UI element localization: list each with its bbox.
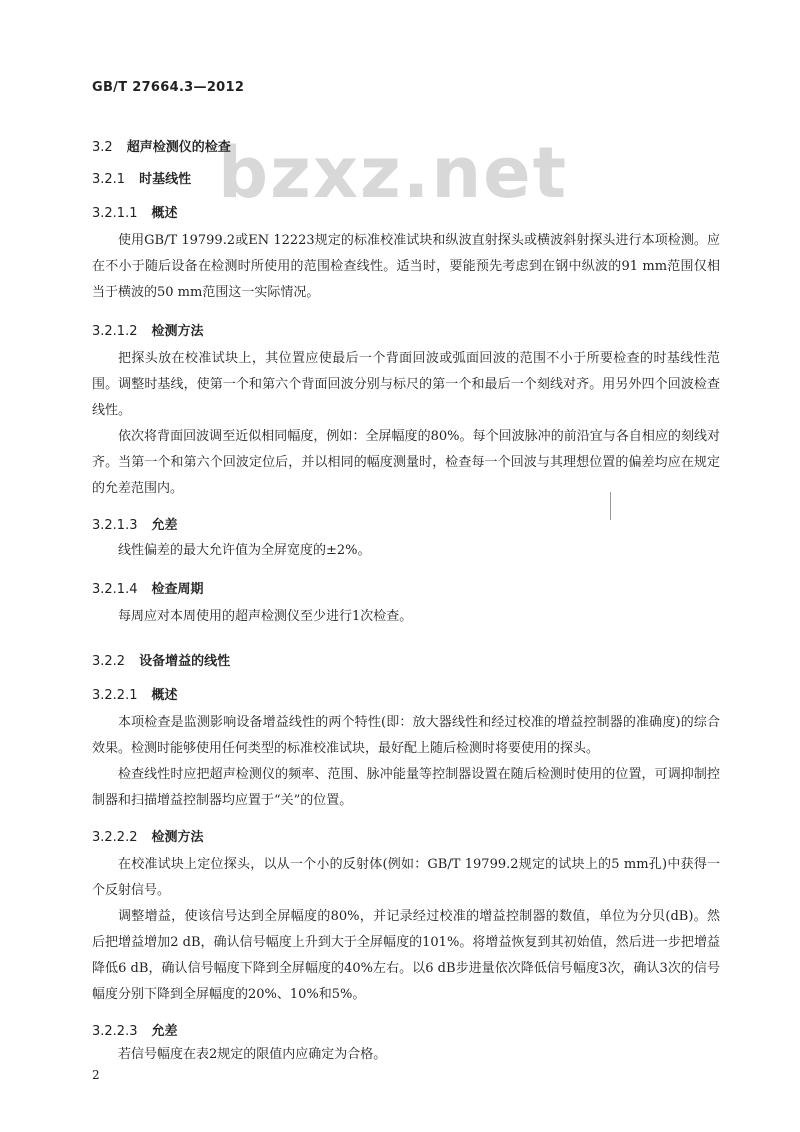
section-title: 概述 — [151, 206, 178, 221]
section-number: 3.2.1.2 — [92, 324, 138, 339]
section-title: 时基线性 — [139, 172, 192, 187]
section-heading-3-2-1-1 — [92, 202, 178, 221]
scan-mark — [610, 492, 611, 520]
paragraph-5: 每周应对本周使用的超声检测仪至少进行1次检查。 — [118, 609, 413, 624]
paragraph-3: 依次将背面回波调至近似相同幅度，例如：全屏幅度的80%。每个回波脉冲的前沿宜与各自相应的刻线对齐。当第一个和第六个回波定位后，并以相同的幅度测量时，检查每一个回波与其理想位置的偏差均应在规定的允差范围内。 — [92, 429, 720, 496]
section-heading-3-2-1 — [92, 168, 191, 187]
section-title: 设备增益的线性 — [139, 654, 231, 669]
section-number: 3.2.2.3 — [92, 1024, 138, 1039]
section-title: 检测方法 — [151, 324, 204, 339]
standard-number: GB/T 27664.3—2012 — [92, 80, 245, 95]
section-title: 检测方法 — [151, 830, 204, 845]
paragraph-6: 本项检查是监测影响设备增益线性的两个特性(即：放大器线性和经过校准的增益控制器的准确度)的综合效果。检测时能够使用任何类型的标准校准试块，最好配上随后检测时将要使用的探头。 — [92, 715, 720, 756]
section-number: 3.2.1.3 — [92, 518, 138, 533]
watermark-text: bzxz.net — [218, 132, 569, 214]
section-heading-3-2-2-2 — [92, 826, 204, 845]
section-title: 超声检测仪的检查 — [126, 140, 231, 155]
section-number: 3.2.1.1 — [92, 206, 138, 221]
section-heading-3-2 — [92, 136, 231, 155]
page-number: 2 — [92, 1068, 100, 1082]
section-number: 3.2 — [92, 140, 113, 155]
section-number: 3.2.2.1 — [92, 688, 138, 703]
section-title: 概述 — [151, 688, 178, 703]
section-number: 3.2.2.2 — [92, 830, 138, 845]
section-heading-3-2-2-1 — [92, 684, 178, 703]
section-number: 3.2.1.4 — [92, 582, 138, 597]
section-title: 检查周期 — [151, 582, 204, 597]
section-title: 允差 — [151, 518, 178, 533]
paragraph-8: 在校准试块上定位探头，以从一个小的反射体(例如：GB/T 19799.2规定的试块上的5 mm孔)中获得一个反射信号。 — [92, 857, 720, 898]
paragraph-9: 调整增益，使该信号达到全屏幅度的80%，并记录经过校准的增益控制器的数值，单位为分贝(dB)。然后把增益增加2 dB，确认信号幅度上升到大于全屏幅度的101%。将增益恢复到其初始值，然后进一步把增益降低6 dB，确认信号幅度下降到全屏幅度的40%左右。以6 dB步进量依次降低信号幅度3次，确认3次的信号幅度分别下降到全屏幅度的20%、10%和5%。 — [92, 909, 720, 1002]
section-title: 允差 — [151, 1024, 178, 1039]
section-heading-3-2-1-2 — [92, 320, 204, 339]
section-heading-3-2-2-3 — [92, 1020, 178, 1039]
paragraph-4: 线性偏差的最大允许值为全屏宽度的±2%。 — [118, 543, 371, 558]
section-number: 3.2.2 — [92, 654, 126, 669]
paragraph-7: 检查线性时应把超声检测仪的频率、范围、脉冲能量等控制器设置在随后检测时使用的位置，可调抑制控制器和扫描增益控制器均应置于“关”的位置。 — [92, 767, 720, 808]
section-number: 3.2.1 — [92, 172, 126, 187]
section-heading-3-2-1-4 — [92, 578, 204, 597]
paragraph-10: 若信号幅度在表2规定的限值内应确定为合格。 — [118, 1047, 387, 1062]
paragraph-2: 把探头放在校准试块上，其位置应使最后一个背面回波或弧面回波的范围不小于所要检查的时基线性范围。调整时基线，使第一个和第六个背面回波分别与标尺的第一个和最后一个刻线对齐。用另外四个回波检查线性。 — [92, 351, 720, 418]
section-heading-3-2-2 — [92, 650, 230, 669]
paragraph-1: 使用GB/T 19799.2或EN 12223规定的标准校准试块和纵波直射探头或横波斜射探头进行本项检测。应在不小于随后设备在检测时所使用的范围检查线性。适当时，要能预先考虑到在钢中纵波的91 mm范围仅相当于横波的50 mm范围这一实际情况。 — [92, 233, 720, 300]
faint-seal-image — [593, 870, 756, 1111]
section-heading-3-2-1-3 — [92, 514, 178, 533]
